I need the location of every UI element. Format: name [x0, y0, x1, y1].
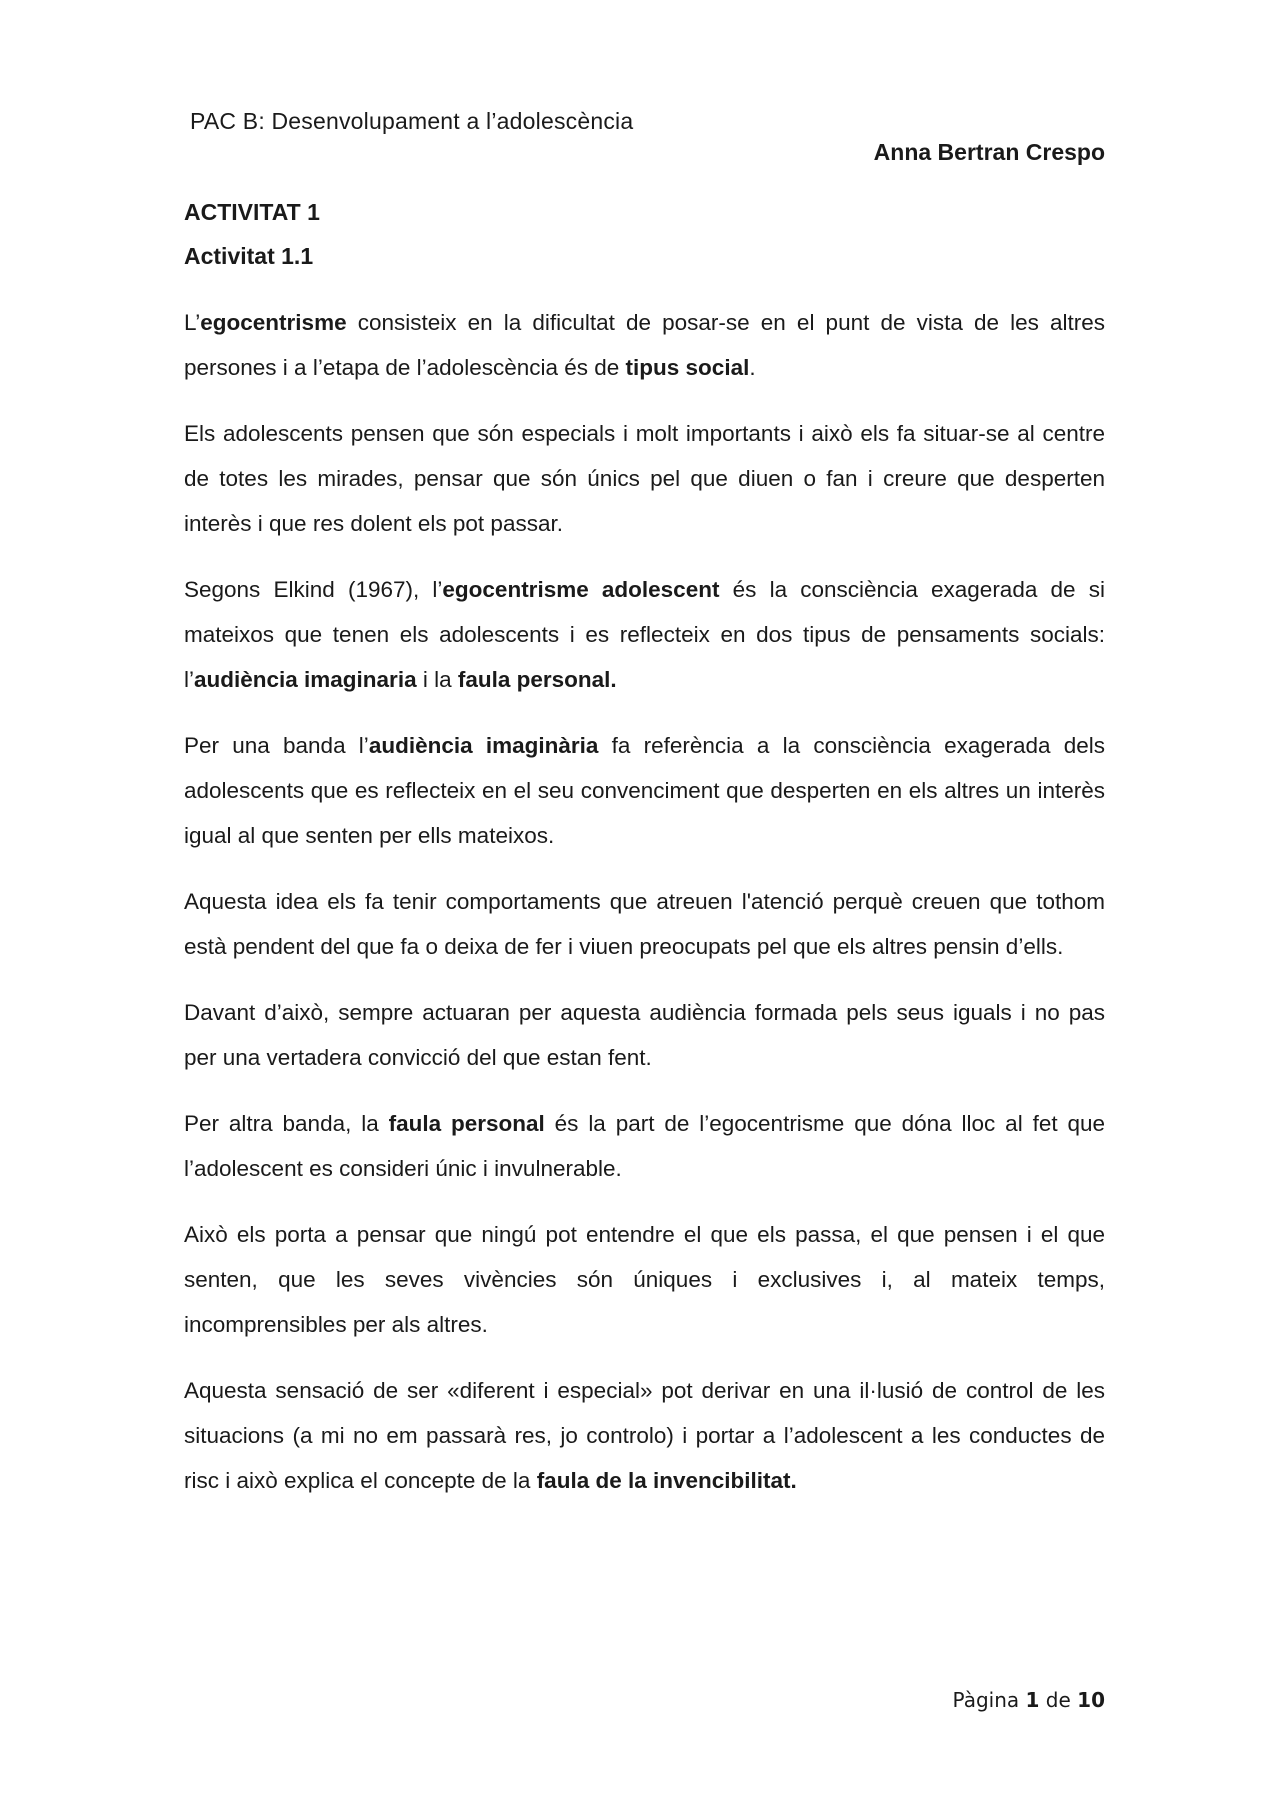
document-body [184, 300, 1105, 1524]
text-run: L’ [184, 310, 201, 335]
text-run: Això els porta a pensar que ningú pot entendre el que els passa, el que pensen i el que senten, que les seves vivències són úniques i exclusives i, al mateix temps, incomprensibles per als altres. [184, 1222, 1105, 1337]
text-run: consisteix en la dificultat de posar-se en el punt de vista de les altres persones i a l’etapa de l’adolescència és de [184, 310, 1105, 380]
bold-term: faula de la invencibilitat. [536, 1468, 797, 1493]
text-run: Per una banda l’ [184, 733, 369, 758]
page-label: Pàgina [952, 1688, 1020, 1712]
document-title: PAC B: Desenvolupament a l’adolescència [190, 108, 634, 134]
text-run: Segons Elkind (1967), l’ [184, 577, 443, 602]
paragraph [184, 300, 1105, 390]
bold-term: egocentrisme adolescent [442, 577, 720, 602]
page-footer [953, 1688, 1105, 1712]
bold-term: egocentrisme [200, 310, 347, 335]
text-run: Aquesta idea els fa tenir comportaments que atreuen l'atenció perquè creuen que tothom està pendent del que fa o deixa de fer i viuen preocupats pel que els altres pensin d’ells. [184, 889, 1105, 959]
bold-term: audiència imaginària [368, 733, 599, 758]
text-run: fa referència a la consciència exagerada dels adolescents que es reflecteix en el seu convenciment que desperten en els altres un interès igual al que senten per ells mateixos. [184, 733, 1105, 848]
text-run: i la [416, 667, 458, 692]
paragraph [184, 1368, 1105, 1503]
text-run: és la part de l’egocentrisme que dóna lloc al fet que l’adolescent es consideri únic i invulnerable. [184, 1111, 1105, 1181]
text-run: Els adolescents pensen que són especials i molt importants i això els fa situar-se al centre de totes les mirades, pensar que són únics pel que diuen o fan i creure que desperten interès i que res dolent els pot passar. [184, 421, 1105, 536]
paragraph [184, 879, 1105, 969]
paragraph [184, 567, 1105, 702]
paragraph [184, 1212, 1105, 1347]
activity-heading: ACTIVITAT 1 [184, 199, 320, 225]
text-run: Davant d’això, sempre actuaran per aquesta audiència formada pels seus iguals i no pas per una vertadera convicció del que estan fent. [184, 1000, 1105, 1070]
page-number: 1 [1025, 1688, 1040, 1712]
bold-term: tipus social [625, 355, 750, 380]
text-run: Aquesta sensació de ser «diferent i especial» pot derivar en una il·lusió de control de les situacions (a mi no em passarà res, jo controlo) i portar a l’adolescent a les conductes de risc i això explica el concepte de la [184, 1378, 1105, 1493]
total-pages: 10 [1077, 1688, 1105, 1712]
text-run: . [749, 355, 756, 380]
paragraph [184, 990, 1105, 1080]
bold-term: faula personal. [457, 667, 617, 692]
bold-term: faula personal [388, 1111, 545, 1136]
bold-term: audiència imaginaria [194, 667, 417, 692]
paragraph [184, 723, 1105, 858]
text-run: Per altra banda, la [184, 1111, 389, 1136]
of-label: de [1045, 1688, 1071, 1712]
paragraph [184, 411, 1105, 546]
text-run: és la consciència exagerada de si mateixos que tenen els adolescents i es reflecteix en dos tipus de pensaments socials: l’ [184, 577, 1105, 692]
activity-subheading: Activitat 1.1 [184, 243, 314, 269]
author-name: Anna Bertran Crespo [873, 139, 1105, 165]
paragraph [184, 1101, 1105, 1191]
